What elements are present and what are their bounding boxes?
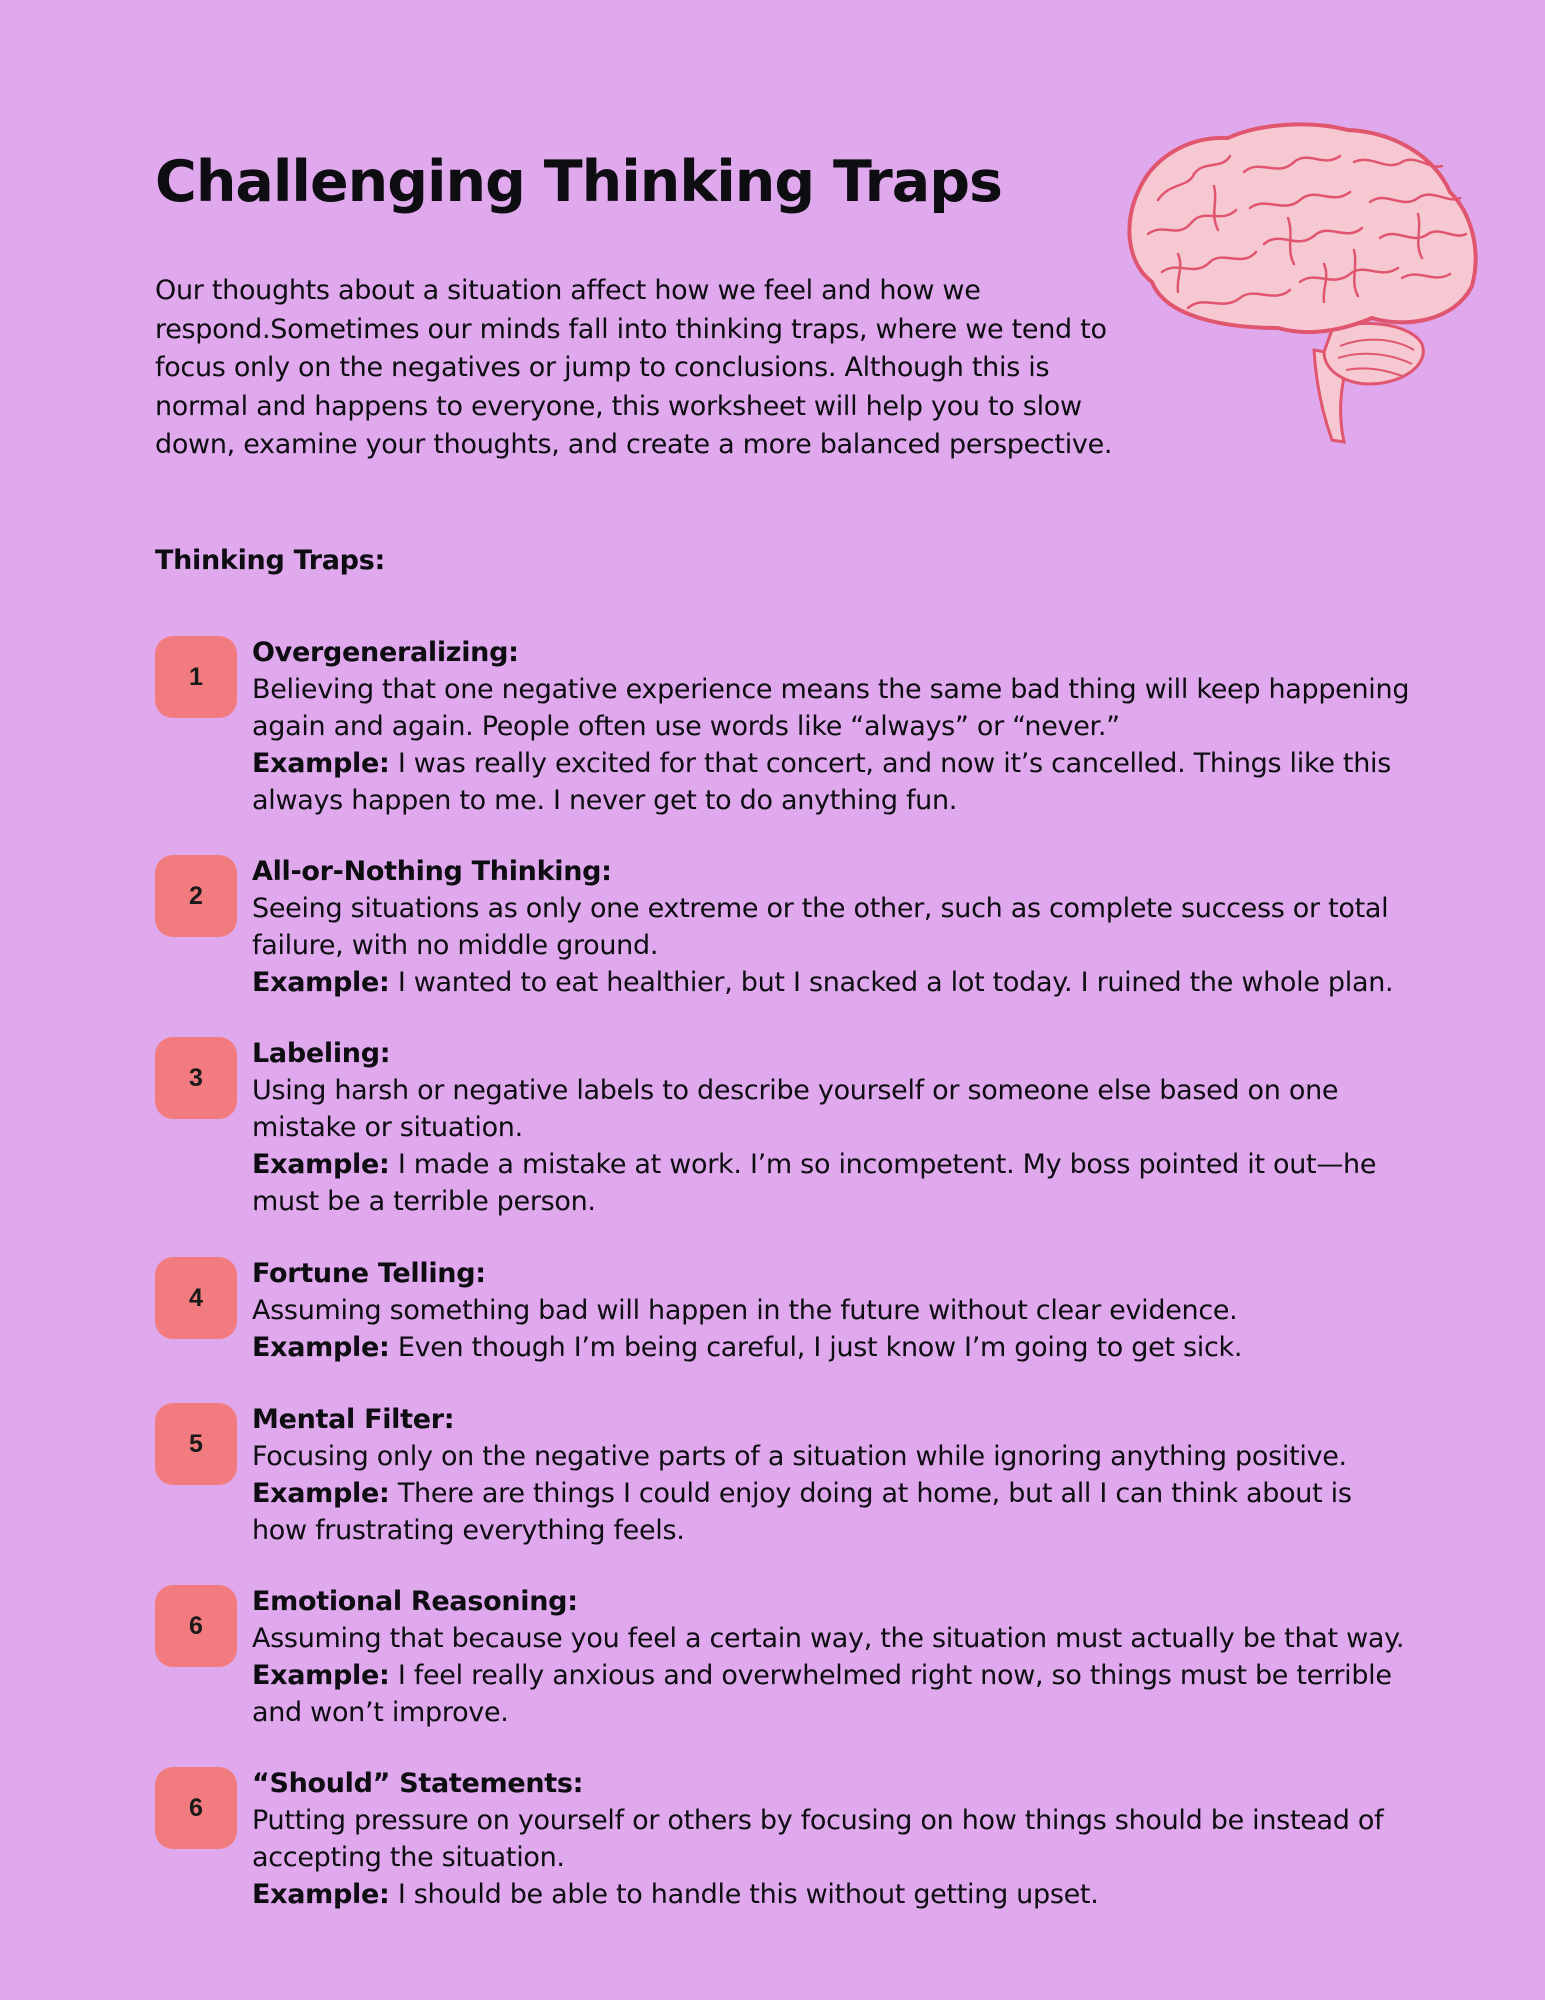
trap-description: Assuming that because you feel a certain way, the situation must actually be that way. <box>252 1623 1405 1654</box>
example-text: I should be able to handle this without getting upset. <box>397 1879 1099 1910</box>
number-badge: 5 <box>155 1403 237 1485</box>
trap-example <box>252 745 1412 819</box>
example-text: I was really excited for that concert, and now it’s cancelled. Things like this always happen to me. I never get to do anything fun. <box>252 748 1391 816</box>
trap-content <box>252 1035 1412 1220</box>
example-text: Even though I’m being careful, I just know I’m going to get sick. <box>397 1332 1243 1363</box>
example-label: Example: <box>252 748 390 779</box>
trap-content <box>252 853 1412 1001</box>
trap-example <box>252 1329 1412 1366</box>
section-heading: Thinking Traps: <box>155 545 385 576</box>
example-label: Example: <box>252 1879 390 1910</box>
intro-paragraph: Our thoughts about a situation affect how we feel and how we respond.Sometimes our minds fall into thinking traps, where we tend to focus only on the negatives or jump to conclusions. Although this is normal and happens to everyone, this worksheet will help you to slow down, examine your thoughts, and create a more balanced perspective. <box>155 275 1113 460</box>
example-text: There are things I could enjoy doing at home, but all I can think about is how frustrating everything feels. <box>252 1478 1352 1546</box>
example-text: I feel really anxious and overwhelmed right now, so things must be terrible and won’t improve. <box>252 1660 1392 1728</box>
trap-description: Seeing situations as only one extreme or the other, such as complete success or total failure, with no middle ground. <box>252 893 1389 961</box>
number-badge: 3 <box>155 1037 237 1119</box>
trap-description: Using harsh or negative labels to describe yourself or someone else based on one mistake or situation. <box>252 1075 1339 1143</box>
example-label: Example: <box>252 1149 390 1180</box>
example-text: I made a mistake at work. I’m so incompetent. My boss pointed it out—he must be a terrible person. <box>252 1149 1377 1217</box>
trap-description: Focusing only on the negative parts of a situation while ignoring anything positive. <box>252 1441 1347 1472</box>
trap-description: Putting pressure on yourself or others by focusing on how things should be instead of accepting the situation. <box>252 1805 1384 1873</box>
trap-content <box>252 1255 1412 1366</box>
trap-example <box>252 964 1412 1001</box>
example-label: Example: <box>252 1478 390 1509</box>
trap-title: “Should” Statements: <box>252 1768 584 1799</box>
number-badge: 2 <box>155 855 237 937</box>
trap-title: Labeling: <box>252 1038 391 1069</box>
trap-title: All-or-Nothing Thinking: <box>252 856 612 887</box>
trap-title: Mental Filter: <box>252 1404 455 1435</box>
trap-description: Believing that one negative experience means the same bad thing will keep happening again and again. People often use words like “always” or “never.” <box>252 674 1410 742</box>
page-title: Challenging Thinking Traps <box>155 149 1002 215</box>
trap-example <box>252 1146 1412 1220</box>
trap-example <box>252 1876 1412 1913</box>
trap-title: Emotional Reasoning: <box>252 1586 578 1617</box>
trap-content <box>252 1583 1412 1731</box>
number-badge: 1 <box>155 636 237 718</box>
trap-example <box>252 1657 1412 1731</box>
trap-title: Fortune Telling: <box>252 1258 486 1289</box>
trap-title: Overgeneralizing: <box>252 637 519 668</box>
number-badge: 4 <box>155 1257 237 1339</box>
number-badge: 6 <box>155 1585 237 1667</box>
trap-description: Assuming something bad will happen in the future without clear evidence. <box>252 1295 1238 1326</box>
trap-content <box>252 1401 1412 1549</box>
trap-content <box>252 634 1412 819</box>
example-label: Example: <box>252 1660 390 1691</box>
trap-content <box>252 1765 1412 1913</box>
example-text: I wanted to eat healthier, but I snacked a lot today. I ruined the whole plan. <box>397 967 1394 998</box>
example-label: Example: <box>252 967 390 998</box>
example-label: Example: <box>252 1332 390 1363</box>
number-badge: 6 <box>155 1767 237 1849</box>
brain-illustration-icon <box>1118 122 1480 444</box>
trap-example <box>252 1475 1412 1549</box>
